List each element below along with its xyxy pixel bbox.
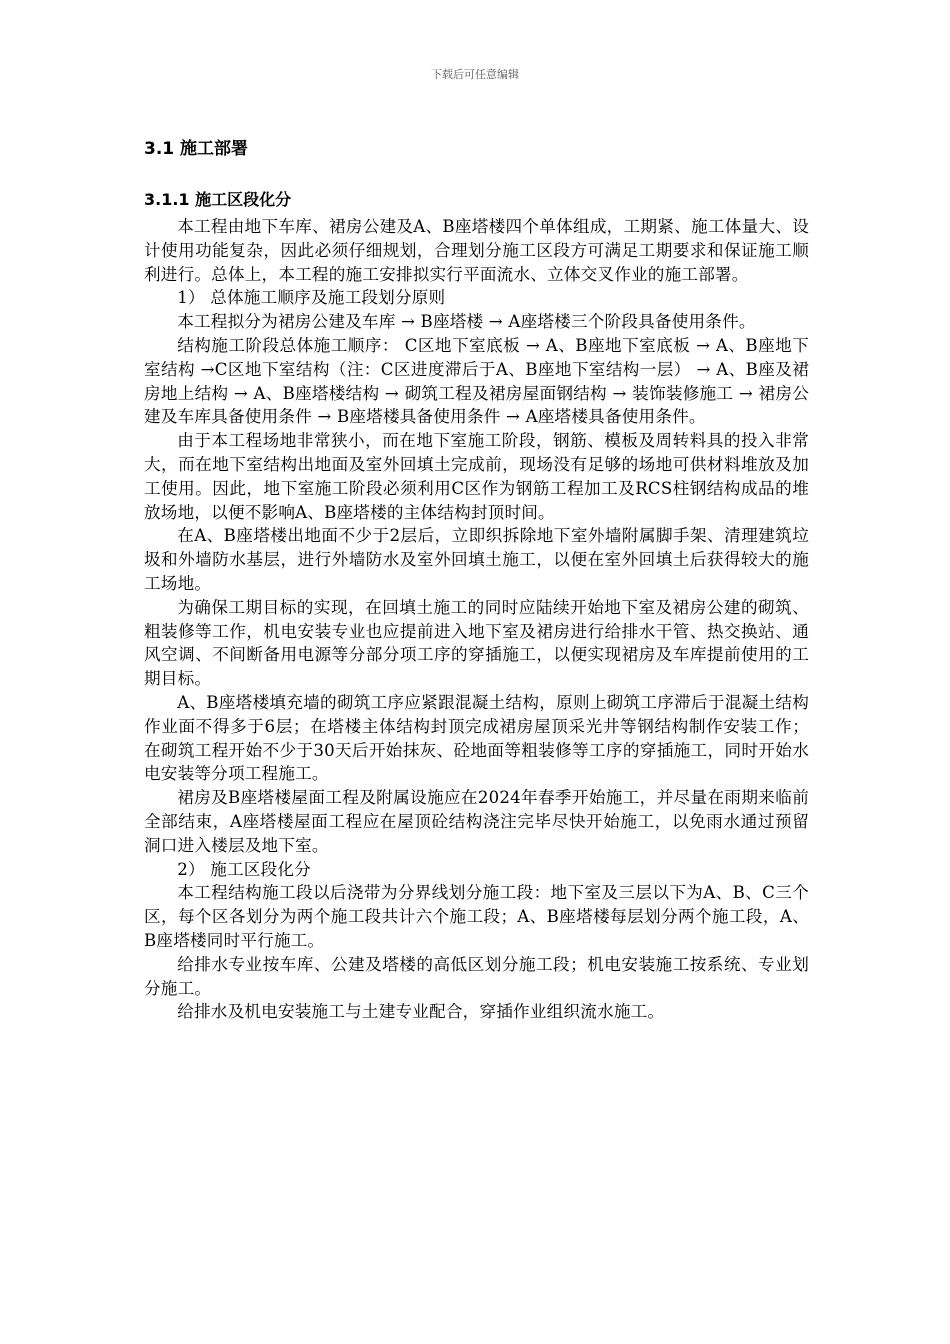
paragraph: 给排水及机电安装施工与土建专业配合，穿插作业组织流水施工。 xyxy=(177,1002,665,1022)
subsection-heading: 3.1.1 施工区段化分 xyxy=(144,190,292,209)
paragraph: 本工程由地下车库、裙房公建及A、B座塔楼四个单体组成，工期紧、施工体量大、设计使用功能复杂，因此必须仔细规划，合理划分施工区段方可满足工期要求和保证施工顺利进行。总体上，本工程的施工安排拟实行平面流水、立体交叉作业的施工部署。 xyxy=(144,217,809,284)
page-header: 下载后可任意编辑 xyxy=(431,68,519,81)
paragraph: 由于本工程场地非常狭小，而在地下室施工阶段，钢筋、模板及周转料具的投入非常大，而在地下室结构出地面及室外回填土完成前，现场没有足够的场地可供材料堆放及加工使用。因此，地下室施工阶段必须利用C区作为钢筋工程加工及RCS柱钢结构成品的堆放场地，以便不影响A、B座塔楼的主体结构封顶时间。 xyxy=(144,431,809,522)
paragraph: 本工程拟分为裙房公建及车库 → B座塔楼 → A座塔楼三个阶段具备使用条件。 xyxy=(177,312,756,332)
paragraph: 本工程结构施工段以后浇带为分界线划分施工段：地下室及三层以下为A、B、C三个区，每个区各划分为两个施工段共计六个施工段；A、B座塔楼每层划分两个施工段，A、B座塔楼同时平行施工。 xyxy=(144,883,809,950)
paragraph: 结构施工阶段总体施工顺序： C区地下室底板 → A、B座地下室底板 → A、B座地下室结构 →C区地下室结构（注：C区进度滞后于A、B座地下室结构一层） → A、B座及裙房地上结构 → A、B座塔楼结构 → 砌筑工程及裙房屋面钢结构 → 装饰装修施工 → 裙房公建及车库具备使用条件 → B座塔楼具备使用条件 → A座塔楼具备使用条件。 xyxy=(144,335,809,427)
document-body xyxy=(144,135,809,1024)
section-heading: 3.1 施工部署 xyxy=(144,139,249,159)
paragraph: A、B座塔楼填充墙的砌筑工序应紧跟混凝土结构，原则上砌筑工序滞后于混凝土结构作业面不得多于6层；在塔楼主体结构封顶完成裙房屋顶采光井等钢结构制作安装工作；在砌筑工程开始不少于30天后开始抹灰、砼地面等粗装修等工序的穿插施工，同时开始水电安装等分项工程施工。 xyxy=(144,692,809,784)
list-heading: 1） 总体施工顺序及施工段划分原则 xyxy=(177,288,446,308)
paragraph: 为确保工期目标的实现，在回填土施工的同时应陆续开始地下室及裙房公建的砌筑、粗装修等工作，机电安装专业也应提前进入地下室及裙房进行给排水干管、热交换站、通风空调、不间断备用电源等分部分项工序的穿插施工，以便实现裙房及车库提前使用的工期目标。 xyxy=(144,597,809,689)
list-heading: 2） 施工区段化分 xyxy=(177,859,311,879)
paragraph: 给排水专业按车库、公建及塔楼的高低区划分施工段；机电安装施工按系统、专业划分施工。 xyxy=(144,954,809,998)
paragraph: 裙房及B座塔楼屋面工程及附属设施应在2024年春季开始施工，并尽量在雨期来临前全部结束，A座塔楼屋面工程应在屋顶砼结构浇注完毕尽快开始施工，以免雨水通过预留洞口进入楼层及地下室。 xyxy=(144,788,809,855)
paragraph: 在A、B座塔楼出地面不少于2层后，立即织拆除地下室外墙附属脚手架、清理建筑垃圾和外墙防水基层，进行外墙防水及室外回填土施工，以便在室外回填土后获得较大的施工场地。 xyxy=(144,526,809,593)
